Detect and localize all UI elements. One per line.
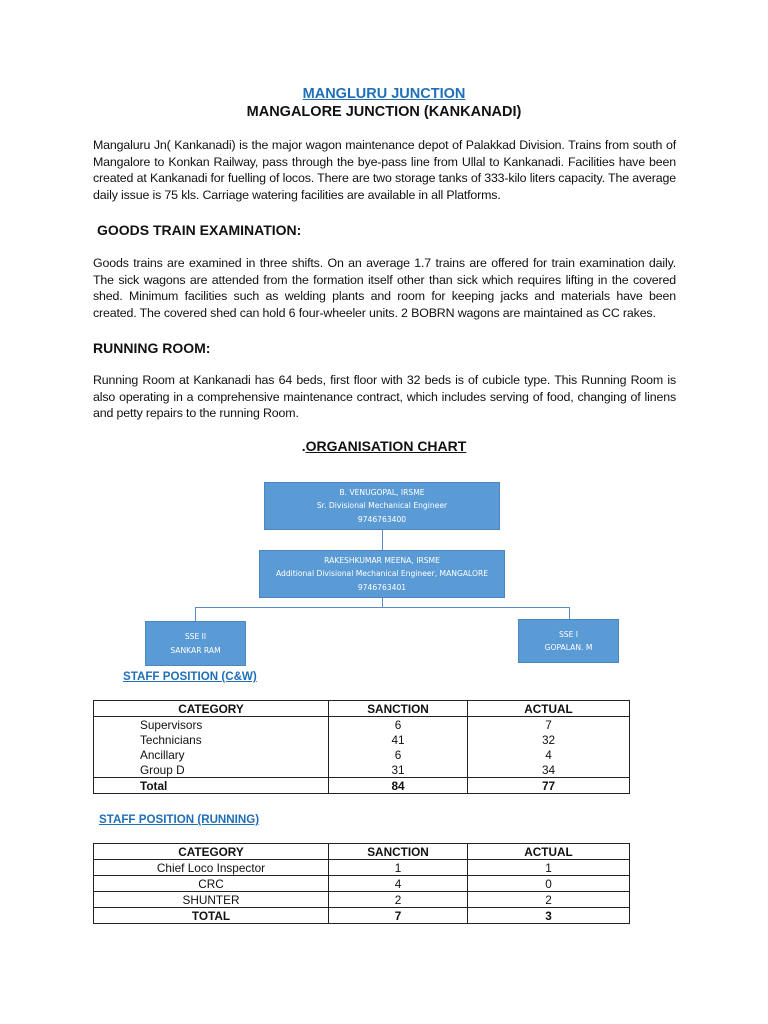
- goods-paragraph: Goods trains are examined in three shifts. On an average 1.7 trains are offered for train examination daily. The sick wagons are attended from the formation itself other than sick which requires lifting in the covered shed. Minimum facilities such as welding plants and room for keeping jacks and materials have been created. The covered shed can hold 6 four-wheeler units. 2 BOBRN wagons are maintained as CC rakes.: [93, 256, 676, 320]
- intro-paragraph: Mangaluru Jn( Kankanadi) is the major wagon maintenance depot of Palakkad Division. Trains from south of Mangalore to Konkan Railway, pass through the bye-pass line from Ullal to Kankanadi. Facilities have been created at Kankanadi for fuelling of locos. There are two storage tanks of 333-kilo liters capacity. The average daily issue is 75 kls. Carriage watering facilities are available in all Platforms.: [93, 138, 676, 202]
- table-row: [94, 876, 630, 892]
- sanction-cell: 2: [329, 892, 468, 908]
- category-cell: Chief Loco Inspector: [94, 860, 329, 876]
- staff-running-heading: STAFF POSITION (RUNNING): [99, 813, 260, 826]
- category-cell: Technicians: [94, 732, 329, 747]
- column-header: SANCTION: [329, 701, 468, 717]
- actual-cell: 34: [468, 762, 630, 778]
- org-box-top: [264, 482, 500, 530]
- actual-cell: 0: [468, 876, 630, 892]
- total-actual-cell: 3: [468, 908, 630, 924]
- org-top-phone: 9746763400: [357, 514, 407, 524]
- total-label-cell: TOTAL: [94, 908, 329, 924]
- column-header: SANCTION: [329, 844, 468, 860]
- staff-cw-table: [93, 700, 630, 794]
- total-label-cell: Total: [94, 778, 329, 794]
- org-middle-role: Additional Divisional Mechanical Engineer, MANGALORE: [275, 569, 489, 579]
- table-row: [94, 892, 630, 908]
- table-header-row: [94, 844, 630, 860]
- category-cell: CRC: [94, 876, 329, 892]
- org-middle-phone: 9746763401: [357, 582, 407, 592]
- category-cell: Ancillary: [94, 747, 329, 762]
- total-sanction-cell: 7: [329, 908, 468, 924]
- org-box-left: [145, 621, 246, 666]
- actual-cell: 1: [468, 860, 630, 876]
- total-row: [94, 778, 630, 794]
- goods-heading: GOODS TRAIN EXAMINATION:: [97, 222, 302, 238]
- org-top-name: B. VENUGOPAL, IRSME: [339, 487, 425, 497]
- running-room-paragraph: Running Room at Kankanadi has 64 beds, first floor with 32 beds is of cubicle type. This Running Room is also operating in a comprehensive maintenance contract, which includes serving of food, changing of linens and petty repairs to the running Room.: [93, 373, 676, 421]
- org-left-name: SANKAR RAM: [170, 645, 221, 655]
- column-header: CATEGORY: [94, 701, 329, 717]
- running-room-heading: RUNNING ROOM:: [93, 340, 211, 356]
- org-right-role: SSE I: [558, 629, 579, 639]
- sanction-cell: 31: [329, 762, 468, 778]
- actual-cell: 4: [468, 747, 630, 762]
- staff-running-table: [93, 843, 630, 924]
- org-connector-right: [569, 607, 570, 619]
- total-actual-cell: 77: [468, 778, 630, 794]
- table-row: [94, 717, 630, 733]
- category-cell: Group D: [94, 762, 329, 778]
- org-chart-title: [0, 438, 768, 454]
- org-right-name: GOPALAN. M: [544, 643, 593, 652]
- org-box-middle: [259, 550, 505, 598]
- table-row: [94, 747, 630, 762]
- sanction-cell: 6: [329, 747, 468, 762]
- org-chart-title-prefix: .: [301, 438, 306, 454]
- total-sanction-cell: 84: [329, 778, 468, 794]
- sanction-cell: 41: [329, 732, 468, 747]
- org-top-role: Sr. Divisional Mechanical Engineer: [316, 501, 448, 511]
- column-header: CATEGORY: [94, 844, 329, 860]
- org-connector-left: [195, 607, 196, 621]
- page-subtitle: MANGALORE JUNCTION (KANKANADI): [246, 104, 522, 120]
- table-header-row: [94, 701, 630, 717]
- staff-cw-heading: STAFF POSITION (C&W): [123, 670, 257, 683]
- org-left-role: SSE II: [184, 632, 207, 641]
- actual-cell: 32: [468, 732, 630, 747]
- org-connector-top: [382, 530, 383, 550]
- category-cell: Supervisors: [94, 717, 329, 733]
- sanction-cell: 4: [329, 876, 468, 892]
- table-row: [94, 732, 630, 747]
- category-cell: SHUNTER: [94, 892, 329, 908]
- table-row: [94, 762, 630, 778]
- sanction-cell: 6: [329, 717, 468, 733]
- actual-cell: 2: [468, 892, 630, 908]
- total-row: [94, 908, 630, 924]
- sanction-cell: 1: [329, 860, 468, 876]
- org-box-right: [518, 619, 619, 663]
- column-header: ACTUAL: [468, 701, 630, 717]
- org-middle-name: RAKESHKUMAR MEENA, IRSME: [324, 555, 440, 565]
- page-title: MANGLURU JUNCTION: [302, 86, 466, 102]
- org-chart-title-text: ORGANISATION CHART: [305, 438, 467, 454]
- column-header: ACTUAL: [468, 844, 630, 860]
- actual-cell: 7: [468, 717, 630, 733]
- org-connector-horizontal: [195, 607, 570, 608]
- org-connector-middle: [382, 598, 383, 607]
- table-row: [94, 860, 630, 876]
